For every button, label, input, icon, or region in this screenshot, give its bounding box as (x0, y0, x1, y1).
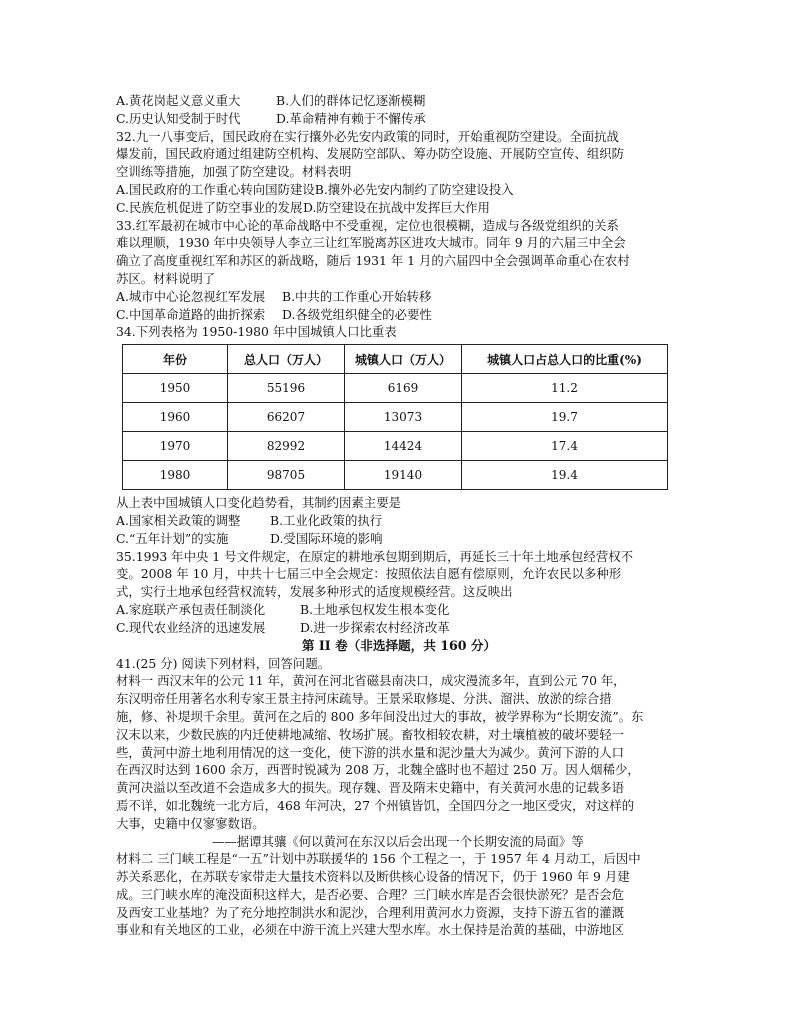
material1-line: 在西汉时达到 1600 余万，西晋时锐减为 208 万，北魏全盛时也不超过 250 万。因人烟稀少， (116, 762, 640, 778)
q35-options-row1 (116, 601, 682, 619)
q41-header: 41.(25 分) 阅读下列材料，回答问题。 (116, 655, 331, 671)
cell-ratio: 19.7 (462, 403, 668, 432)
material2-line: 事业和有关地区的工业，必须在中游干流上兴建大型水库。水土保持是治黄的基础，中游地区 (116, 922, 625, 938)
exam-content (116, 92, 682, 939)
cell-urban: 14424 (345, 432, 462, 461)
q35-options-row2 (116, 619, 682, 637)
q33-option-c: C.中国革命道路的曲折探索 (116, 306, 266, 322)
population-table (122, 344, 668, 490)
q33-option-b: B.中共的工作重心开始转移 (282, 288, 432, 304)
q31-options-row2 (116, 110, 682, 128)
q32-option-b: B.攘外必先安内制约了防空建设投入 (314, 181, 514, 197)
q35-option-c: C.现代农业经济的迅速发展 (116, 619, 266, 635)
cell-total: 98705 (228, 461, 345, 490)
table-row (123, 432, 668, 461)
material1-line: 黄河决溢以至改道不会造成多大的损失。现存魏、晋及隋末史籍中，有关黄河水患的记载多语 (116, 780, 625, 796)
col-header-ratio: 城镇人口占总人口的比重(%) (462, 345, 668, 374)
q31-options-row1 (116, 92, 682, 110)
table-header-row (123, 345, 668, 374)
cell-ratio: 19.4 (462, 461, 668, 490)
table-row (123, 374, 668, 403)
cell-ratio: 11.2 (462, 374, 668, 403)
q34-option-d: D.受国际环境的影响 (270, 530, 383, 546)
cell-ratio: 17.4 (462, 432, 668, 461)
q33-stem-line: 难以理顺，1930 年中央领导人李立三让红军脱离苏区进攻大城市。同年 9 月的六届三中全会 (116, 235, 626, 251)
col-header-urban: 城镇人口（万人） (345, 345, 462, 374)
material1-source: ——据谭其骧《何以黄河在东汉以后会出现一个长期安流的局面》等 (212, 833, 584, 849)
cell-urban: 19140 (345, 461, 462, 490)
q35-option-b: B.土地承包权发生根本变化 (300, 601, 450, 617)
material1-line: 东汉明帝任用著名水利专家王景主持河床疏导。王景采取修堤、分洪、溜洪、放淤的综合措 (116, 691, 612, 707)
q34-intro: 34.下列表格为 1950-1980 年中国城镇人口比重表 (116, 324, 397, 340)
q34-option-a: A.国家相关政策的调整 (116, 512, 241, 528)
cell-year: 1960 (123, 403, 228, 432)
material1-line: 大事，史籍中仅寥寥数语。 (116, 815, 265, 831)
q35-stem-line: 式，实行土地承包经营权流转，发展多种形式的适度规模经营。这反映出 (116, 584, 513, 600)
table-row (123, 403, 668, 432)
q31-option-c: C.历史认知受制于时代 (116, 110, 241, 126)
q34-option-b: B.工业化政策的执行 (270, 512, 383, 528)
cell-urban: 6169 (345, 374, 462, 403)
material2-line: 及西安工业基地？为了充分地控制洪水和泥沙，合理利用黄河水力资源，支持下游五省的灌溉 (116, 904, 625, 920)
cell-year: 1980 (123, 461, 228, 490)
q35-stem-line: 变。2008 年 10 月，中共十七届三中全会规定：按照依法自愿有偿原则，允许农民以多种形 (116, 566, 622, 582)
q32-option-c: C.民族危机促进了防空事业的发展 (116, 199, 303, 215)
q32-stem-line: 32.九一八事变后，国民政府在实行攘外必先安内政策的同时，开始重视防空建设。全面抗战 (116, 128, 619, 144)
material1-line: 材料一 西汉末年的公元 11 年，黄河在河北省磁县南决口，成灾漫流多年，直到公元 70 年， (116, 673, 626, 689)
cell-total: 55196 (228, 374, 345, 403)
col-header-year: 年份 (123, 345, 228, 374)
q34-option-c: C.“五年计划”的实施 (116, 530, 229, 546)
q33-stem-line: 确立了高度重视红军和苏区的新战略，随后 1931 年 1 月的六届四中全会强调革命重心在农村 (116, 253, 630, 269)
material1-line: 焉不详，如北魏统一北方后，468 年河决，27 个州镇皆饥，全国四分之一地区受灾，对这样的 (116, 797, 635, 813)
q32-stem-line: 爆发前，国民政府通过组建防空机构、发展防空部队、筹办防空设施、开展防空宣传、组织防 (116, 146, 625, 162)
q33-stem-line: 苏区。材料说明了 (116, 270, 216, 286)
q34-question: 从上表中国城镇人口变化趋势看，其制约因素主要是 (116, 495, 401, 511)
q31-option-b: B.人们的群体记忆逐渐模糊 (276, 93, 426, 108)
q31-option-a: A.黄花岗起义意义重大 (116, 93, 241, 108)
material2-line: 苏关系恶化，在苏联专家带走大量技术资料以及断供核心设备的情况下，仍于 1960 年 9 月建 (116, 869, 630, 885)
q32-option-d: D.防空建设在抗战中发挥巨大作用 (303, 199, 490, 215)
q32-options-row1 (116, 181, 682, 199)
cell-total: 82992 (228, 432, 345, 461)
q34-options-row2 (116, 530, 682, 548)
q35-option-d: D.进一步探索农村经济改革 (300, 619, 450, 635)
cell-total: 66207 (228, 403, 345, 432)
q33-options-row1 (116, 288, 682, 306)
material1-line: 施，修、补堤坝千余里。黄河在之后的 800 多年间没出过大的事故，被学界称为“长期安流”。东 (116, 708, 644, 724)
col-header-total: 总人口（万人） (228, 345, 345, 374)
section-title: 第 II 卷（非选择题，共 160 分） (301, 637, 497, 653)
material2-line: 成。三门峡水库的淹没面积这样大，是否必要、合理？三门峡水库是否会很快淤死？是否会危 (116, 886, 625, 902)
q35-stem-line: 35.1993 年中央 1 号文件规定，在原定的耕地承包期到期后，再延长三十年土地承包经营权不 (116, 548, 633, 564)
q35-option-a: A.家庭联产承包责任制淡化 (116, 601, 266, 617)
cell-year: 1970 (123, 432, 228, 461)
q33-stem-line: 33.红军最初在城市中心论的革命战略中不受重视，定位也很模糊，造成与各级党组织的关系 (116, 217, 619, 233)
q34-options-row1 (116, 512, 682, 530)
cell-year: 1950 (123, 374, 228, 403)
q33-options-row2 (116, 306, 682, 324)
cell-urban: 13073 (345, 403, 462, 432)
table-row (123, 461, 668, 490)
q32-option-a: A.国民政府的工作重心转向国防建设 (116, 181, 315, 197)
q33-option-d: D.各级党组织健全的必要性 (282, 306, 432, 322)
q33-option-a: A.城市中心论忽视红军发展 (116, 288, 266, 304)
material1-line: 汉末以来，少数民族的内迁使耕地减缩、牧场扩展。畜牧相较农耕，对土壤植被的破坏要轻一 (116, 726, 625, 742)
q32-options-row2 (116, 199, 682, 217)
material2-line: 材料二 三门峡工程是“一五”计划中苏联援华的 156 个工程之一，于 1957 年 4 月动工，后因中 (116, 851, 641, 867)
q31-option-d: D.革命精神有赖于不懈传承 (276, 110, 426, 126)
material1-line: 些，黄河中游土地利用情况的这一变化，使下游的洪水量和泥沙量大为减少。黄河下游的人口 (116, 744, 625, 760)
q32-stem-line: 空训练等措施，加强了防空建设。材料表明 (116, 164, 352, 180)
